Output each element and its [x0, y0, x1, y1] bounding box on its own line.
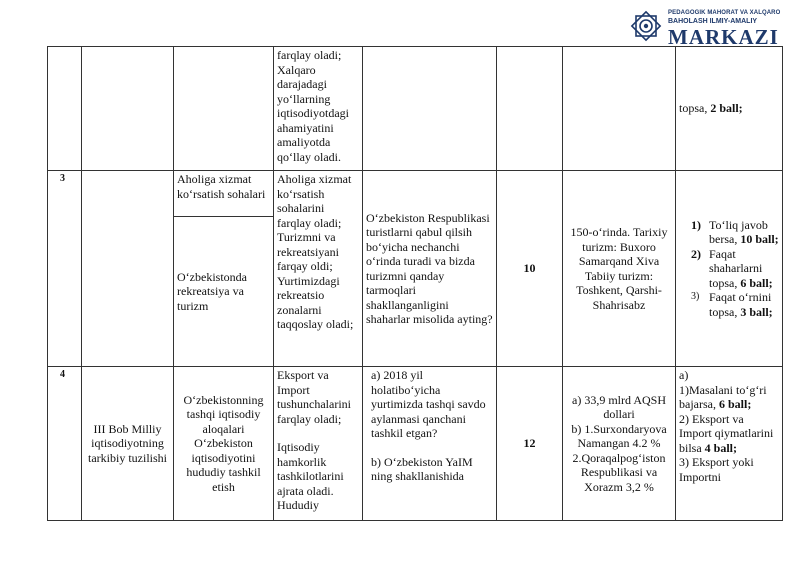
score-value: 10 ball; [740, 232, 779, 247]
score-value: 4 ball; [704, 440, 738, 455]
question-cell [363, 367, 497, 521]
skills-text: Iqtisodiy hamkorlik tashkilotlarini ajrata oladi. Hududiy [277, 440, 344, 512]
skills-text: Eksport va Import tushunchalarini farqlay oladi; [277, 368, 351, 426]
score-marker: 2) [691, 246, 701, 261]
score-item [679, 247, 779, 291]
organization-logo [628, 6, 788, 49]
score-item [679, 218, 779, 247]
skills-cell [274, 367, 363, 521]
score-text: To‘liq javob bersa, [709, 217, 768, 247]
topic-cell: Aholiga xizmat ko‘rsatish sohalari [174, 171, 274, 217]
section-cell: III Bob Milliy iqtisodiyotning tarkibiy tuzilishi [82, 367, 174, 521]
skills-cell: Aholiga xizmat ko‘rsatish sohalarini farqlay oladi; Turizmni va rekreatsiyani farqay oldi; Yurtimizdagi rekreatsio zonalarni taqqoslay oladi; [274, 171, 363, 367]
row-number: 3 [48, 171, 82, 367]
answer-text: b) 1.Surxondaryova Namangan 4.2 % 2.Qoraqalpog‘iston Respublikasi va Xorazm 3,2 % [571, 421, 667, 494]
answer-cell [563, 47, 676, 171]
logo-line-1: PEDAGOGIK MAHORAT VA XALQARO [668, 10, 781, 16]
assessment-table [47, 46, 783, 521]
section-cell [82, 171, 174, 367]
skills-cell: farqlay oladi; Xalqaro darajadagi yo‘llarning iqtisodiyotdagi ahamiyatini amaliyotda qo‘llay oladi. [274, 47, 363, 171]
topic-cell: O‘zbekistonning tashqi iqtisodiy aloqalari O‘zbekiston iqtisodiyotini hududiy tashkil etish [174, 367, 274, 521]
question-cell [363, 47, 497, 171]
score-text: a) [679, 368, 689, 382]
answer-text: a) 33,9 mlrd AQSH dollari [572, 392, 666, 422]
score-text: 3) Eksport yoki Importni [679, 455, 754, 484]
score-cell [676, 367, 783, 521]
emblem-icon [628, 8, 664, 44]
score-value: 2 ball; [710, 101, 743, 116]
score-value: 6 ball; [718, 397, 752, 411]
score-text: Faqat shaharlarni topsa, [709, 246, 763, 290]
score-cell [676, 171, 783, 367]
score-item [679, 290, 779, 319]
answer-cell [563, 367, 676, 521]
logo-line-3: MARKAZI [668, 25, 779, 49]
score-text: 2) Eksport va Import qiymatlarini bilsa [679, 411, 774, 455]
answer-cell: 150-o‘rinda. Tarixiy turizm: Buxoro Samarqand Xiva Tabiiy turizm: Toshkent, Qarshi-Shahrisabz [563, 171, 676, 367]
row-number [48, 47, 82, 171]
topic-cell: O‘zbekistonda rekreatsiya va turizm [174, 217, 274, 367]
score-marker: 3) [691, 291, 700, 303]
question-text: a) 2018 yil holatibo‘yicha yurtimizda tashqi savdo aylanmasi qanchani tashkil etgan? [371, 368, 486, 440]
points-cell: 12 [497, 367, 563, 521]
score-value: 3 ball; [740, 304, 773, 319]
table-row [48, 367, 783, 521]
table-row [48, 171, 783, 217]
score-text: Faqat o‘rnini topsa, [709, 290, 772, 319]
logo-line-2: BAHOLASH ILMIY-AMALIY [668, 18, 758, 25]
points-cell: 10 [497, 171, 563, 367]
score-text: topsa, [679, 101, 711, 116]
score-text: 1)Masalani to‘g‘ri bajarsa, [679, 382, 767, 411]
topic-cell [174, 47, 274, 171]
score-cell [676, 47, 783, 171]
question-text: b) O‘zbekiston YaIM ning shakllanishida [371, 454, 473, 483]
table-row [48, 47, 783, 171]
question-cell: O‘zbekiston Respublikasi turistlarni qabul qilsih bo‘yicha nechanchi o‘rinda turadi va bizda turizmni qanday tarmoqlari shakllanganligini shaharlar misolida ayting? [363, 171, 497, 367]
section-cell [82, 47, 174, 171]
row-number: 4 [48, 367, 82, 521]
score-marker: 1) [691, 217, 701, 232]
score-value: 6 ball; [740, 275, 773, 290]
points-cell [497, 47, 563, 171]
